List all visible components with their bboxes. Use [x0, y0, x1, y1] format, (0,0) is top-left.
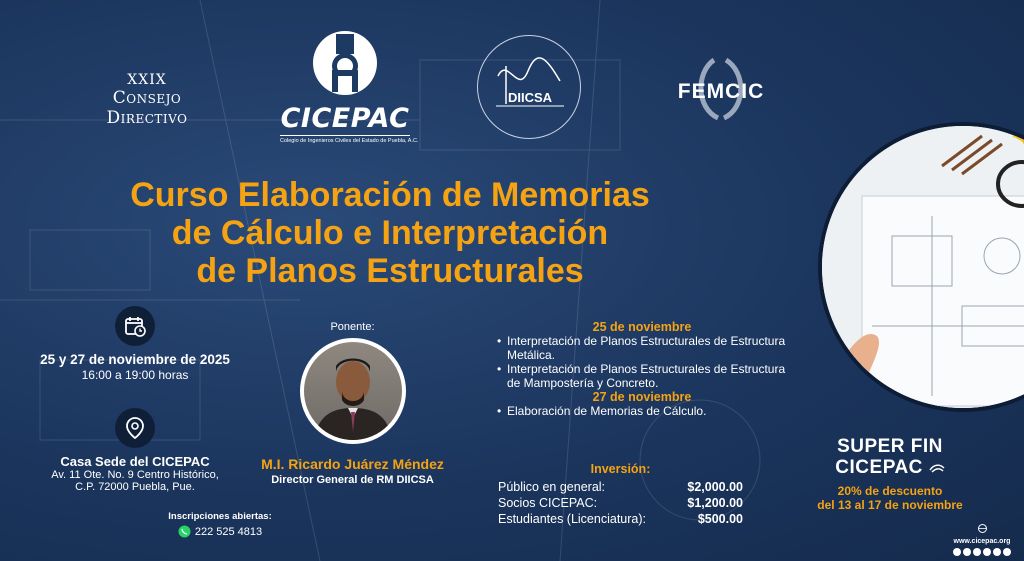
promo-line-1: SUPER FIN [837, 436, 943, 457]
price-label: Público en general: [498, 480, 606, 494]
council-number: XXIX [127, 72, 167, 88]
speaker-avatar-icon [304, 342, 402, 440]
cicepac-emblem-icon [312, 30, 378, 96]
title-line-3: de Planos Estructurales [196, 252, 584, 290]
venue-name: Casa Sede del CICEPAC [60, 454, 210, 469]
price-value: $2,000.00 [687, 480, 743, 494]
council-name: Consejo Directivo [106, 88, 188, 128]
cicepac-logo [280, 30, 419, 144]
event-hours: 16:00 a 19:00 horas [81, 368, 189, 382]
registration-phone: 222 525 4813 [194, 525, 263, 538]
price-row [498, 479, 743, 495]
youtube-icon[interactable] [983, 548, 991, 556]
program-item: • Interpretación de Planos Estructurales de Estructura de Mampostería y Concreto. [497, 362, 787, 390]
program-item: • Elaboración de Memorias de Cálculo. [497, 404, 787, 418]
program-item: • Interpretación de Planos Estructurales de Estructura Metálica. [497, 334, 787, 362]
location-pin-icon [115, 408, 155, 448]
venue-address-line-2: C.P. 72000 Puebla, Pue. [75, 481, 195, 493]
promo-period: del 13 al 17 de noviembre [817, 498, 963, 512]
diicsa-logo [477, 35, 581, 139]
program-day-2-list [497, 404, 787, 418]
price-value: $1,200.00 [687, 496, 743, 510]
cicepac-fullname: Colegio de Ingenieros Civiles del Estado de Puebla, A.C. [280, 135, 410, 144]
event-dates: 25 y 27 de noviembre de 2025 [40, 352, 230, 367]
council-label [72, 72, 222, 128]
place-block [20, 408, 250, 493]
promo-discount: 20% de descuento [837, 484, 943, 498]
program-day-1-list [497, 334, 787, 390]
price-row [498, 511, 743, 527]
tiktok-icon[interactable] [993, 548, 1001, 556]
promo-block [790, 436, 990, 512]
date-block [20, 306, 250, 382]
globe-icon [978, 524, 987, 533]
promo-line-2: CICEPAC [790, 457, 990, 478]
linkedin-icon[interactable] [1003, 548, 1011, 556]
femcic-logo [656, 52, 786, 124]
price-label: Socios CICEPAC: [498, 496, 598, 510]
title-line-1: Curso Elaboración de Memorias [130, 176, 650, 214]
program-block [497, 320, 787, 418]
speaker-block [245, 321, 460, 486]
footer-block [944, 520, 1020, 556]
x-icon[interactable] [973, 548, 981, 556]
facebook-icon[interactable] [953, 548, 961, 556]
speaker-role: Director General de RM DIICSA [271, 474, 434, 486]
program-day-2: 27 de noviembre [592, 390, 692, 404]
title-line-2: de Cálculo e Interpretación [171, 214, 609, 252]
promo-swoosh-icon [929, 463, 945, 473]
price-row [498, 495, 743, 511]
registration-block [150, 511, 290, 538]
program-day-1: 25 de noviembre [592, 320, 692, 334]
instagram-icon[interactable] [963, 548, 971, 556]
calendar-icon [115, 306, 155, 346]
speaker-photo [300, 338, 406, 444]
speaker-label: Ponente: [330, 321, 375, 333]
speaker-name: M.I. Ricardo Juárez Méndez [261, 456, 444, 472]
course-title [40, 176, 740, 290]
femcic-emblem-icon [656, 52, 786, 124]
footer-url[interactable]: www.cicepac.org [953, 538, 1011, 545]
diicsa-emblem-icon [478, 36, 579, 137]
venue-address-line-1: Av. 11 Ote. No. 9 Centro Histórico, [51, 469, 219, 481]
investment-block [498, 462, 743, 527]
investment-heading: Inversión: [590, 462, 651, 476]
cicepac-name: CICEPAC [280, 103, 410, 134]
price-value: $500.00 [697, 512, 743, 526]
femcic-name: FEMCIC [677, 80, 765, 103]
whatsapp-icon [178, 525, 191, 538]
price-label: Estudiantes (Licenciatura): [498, 512, 646, 526]
social-icons [944, 548, 1020, 556]
diicsa-name: DIICSA [507, 90, 553, 105]
registration-label: Inscripciones abiertas: [168, 511, 272, 522]
registration-phone-row[interactable] [150, 525, 290, 538]
